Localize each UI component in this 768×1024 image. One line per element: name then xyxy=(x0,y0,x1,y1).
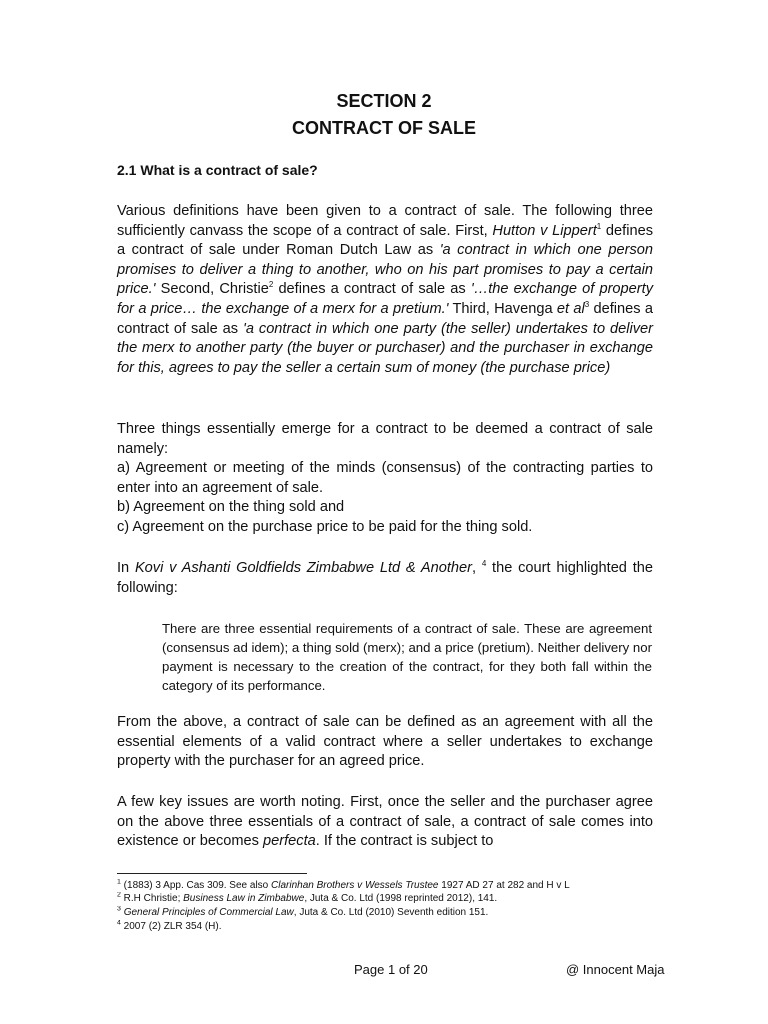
text: 2007 (2) ZLR 354 (H). xyxy=(120,921,222,932)
quotation: 'a contract in which one person promises to deliver a thing to another, who on his part promises to pay a certain price.' xyxy=(117,242,653,298)
footnote-4 xyxy=(117,920,662,933)
footnote-ref[interactable]: 1 xyxy=(596,221,602,231)
book-title: Business Law in Zimbabwe xyxy=(183,893,305,904)
footnote-number: 2 xyxy=(117,892,121,899)
text: A few key issues are worth noting. First, once the seller and the purchaser agree on the above three essentials of a contract of sale, a contract of sale comes into existence or becomes xyxy=(117,794,653,850)
text: , xyxy=(472,560,482,576)
et-al: et al xyxy=(556,300,585,317)
case-name: Clarinhan Brothers v Wessels Trustee xyxy=(271,880,439,891)
quotation: 'a contract in which one party (the seller) undertakes to deliver the merx to another party (the buyer or purchaser) and the purchaser in exchange for this, agrees to pay the seller a certain sum of money (the purchase price) xyxy=(117,320,653,376)
footnote-ref[interactable]: 4 xyxy=(481,559,487,569)
text: R.H Christie; xyxy=(120,893,184,904)
essentials-intro: Three things essentially emerge for a contract to be deemed a contract of sale namely: xyxy=(117,421,653,457)
text: . If the contract is subject to xyxy=(315,833,494,850)
case-name: Kovi v Ashanti Goldfields Zimbabwe Ltd & Another xyxy=(134,560,472,576)
paragraph-definition-summary: From the above, a contract of sale can be defined as an agreement with all the essential elements of a valid contract where a seller undertakes to exchange property with the purchaser for an agreed price. xyxy=(117,714,653,770)
text: (1883) 3 App. Cas 309. See also xyxy=(120,880,272,891)
text: defines a contract of sale as xyxy=(117,300,653,337)
text: defines a contract of sale under Roman Dutch Law as xyxy=(117,222,653,259)
paragraph-essentials xyxy=(117,420,653,538)
footnote-ref[interactable]: 3 xyxy=(584,300,590,310)
term-perfecta: perfecta xyxy=(263,833,316,850)
paragraph-definitions xyxy=(117,202,653,378)
case-name: Hutton v Lippert xyxy=(492,222,597,239)
footnote-number: 4 xyxy=(117,920,121,927)
page-number: Page 1 of 20 xyxy=(354,962,428,977)
text: Second, Christie xyxy=(155,281,269,298)
footnote-number: 1 xyxy=(117,879,121,886)
section-label: SECTION 2 xyxy=(336,91,432,111)
footnote-ref[interactable]: 2 xyxy=(268,280,274,290)
page-title: CONTRACT OF SALE xyxy=(292,118,476,138)
footnote-number: 3 xyxy=(117,906,121,913)
text: In xyxy=(117,560,135,576)
footnote-divider xyxy=(117,873,307,874)
text: Third, Havenga xyxy=(448,300,557,317)
quotation: '…the exchange of property for a price… the exchange of a merx for a pretium.' xyxy=(117,281,653,317)
paragraph-kovi xyxy=(117,559,653,598)
essentials-item-b: b) Agreement on the thing sold and xyxy=(117,499,345,516)
text: , Juta & Co. Ltd (1998 reprinted 2012), 141. xyxy=(304,893,498,904)
essentials-item-a: a) Agreement or meeting of the minds (consensus) of the contracting parties to enter into an agreement of sale. xyxy=(117,460,653,496)
footnote-2 xyxy=(117,892,662,905)
footnote-1 xyxy=(117,879,662,892)
text: 1927 AD 27 at 282 and H v L xyxy=(438,880,570,891)
paragraph-key-issues xyxy=(117,793,653,852)
page-heading xyxy=(0,88,768,142)
block-quote: There are three essential requirements of a contract of sale. These are agreement (consensus ad idem); a thing sold (merx); and a price (pretium). Neither delivery nor payment is necessary to the creation of the contract, for they both fall within the category of its performance. xyxy=(162,621,652,693)
text: , Juta & Co. Ltd (2010) Seventh edition 151. xyxy=(293,907,489,918)
subheading: 2.1 What is a contract of sale? xyxy=(117,162,318,178)
text: Various definitions have been given to a contract of sale. The following three sufficiently canvass the scope of a contract of sale. First, xyxy=(117,203,653,239)
essentials-item-c: c) Agreement on the purchase price to be paid for the thing sold. xyxy=(117,518,533,535)
book-title: General Principles of Commercial Law xyxy=(123,907,294,918)
text: defines a contract of sale as xyxy=(273,281,471,298)
footnote-3 xyxy=(117,906,662,919)
author-credit: @ Innocent Maja xyxy=(566,962,665,977)
text: the court highlighted the following: xyxy=(117,560,653,596)
